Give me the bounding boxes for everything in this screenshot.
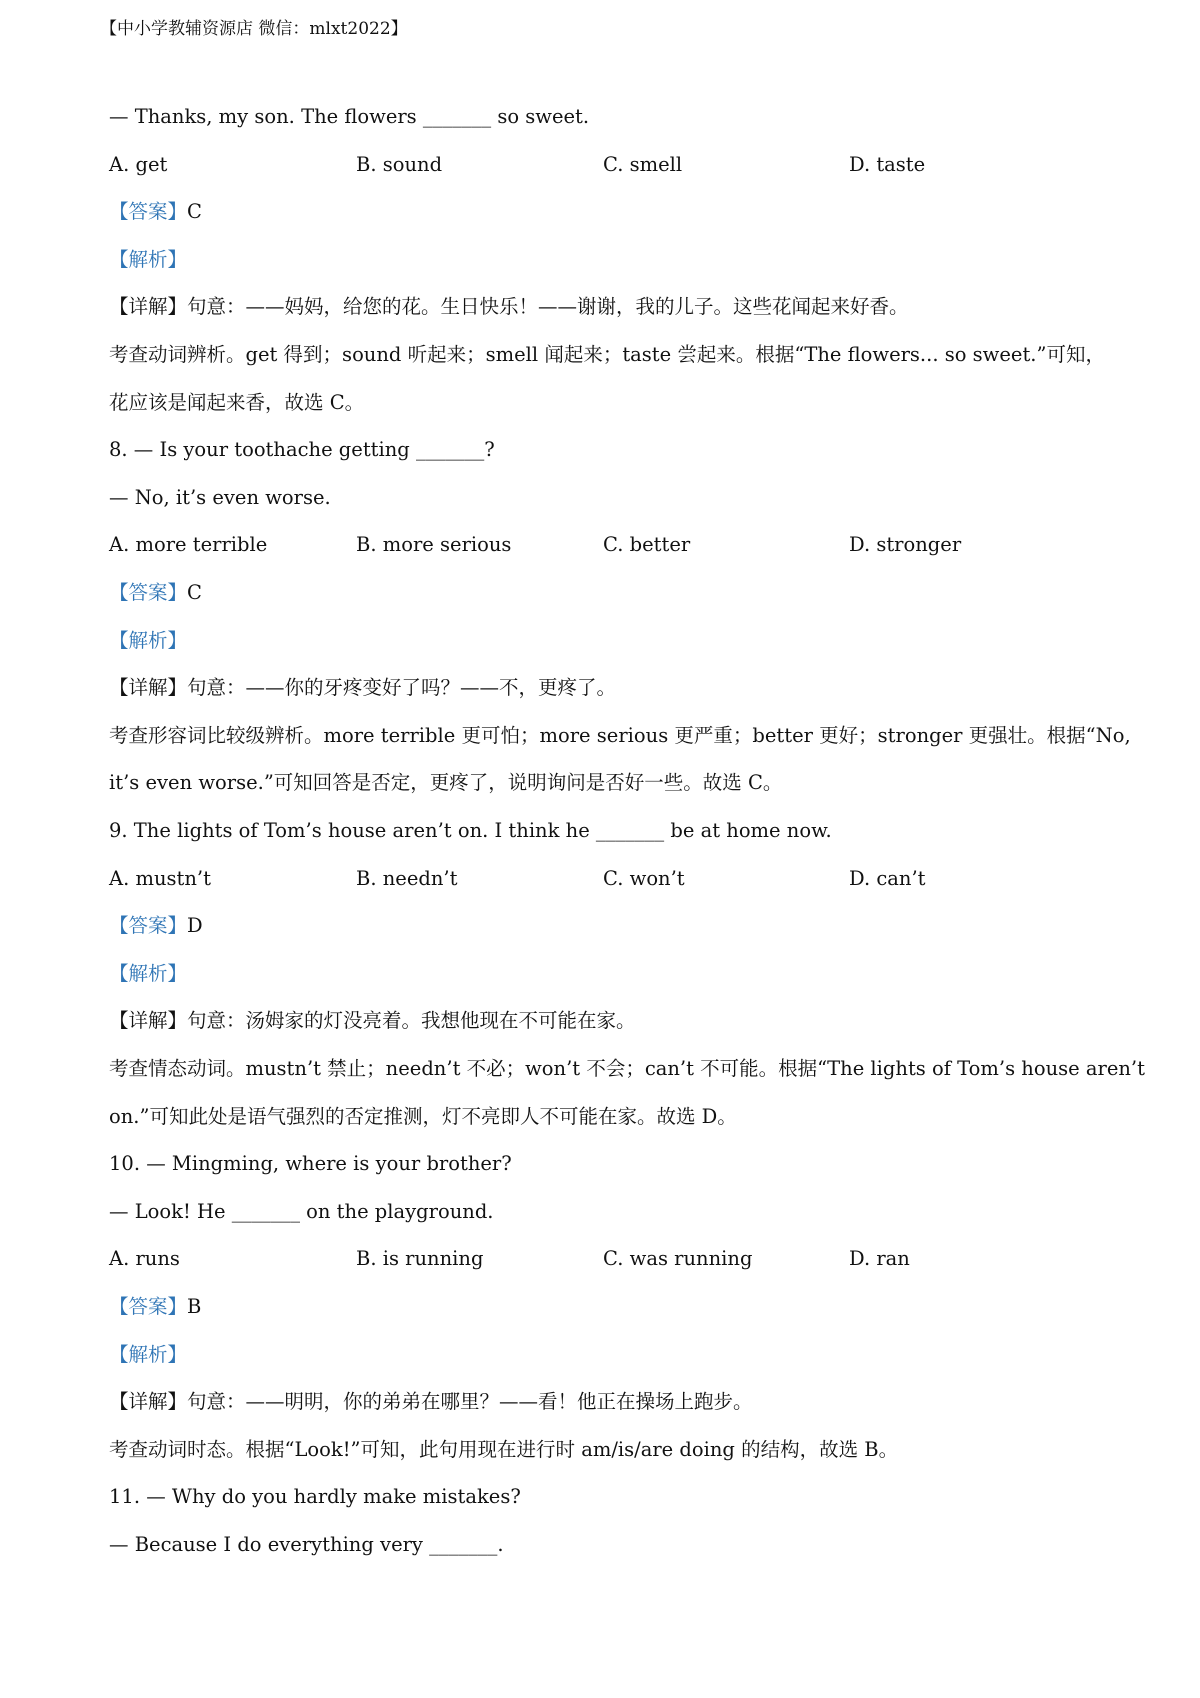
option-d: D. can’t bbox=[849, 866, 926, 890]
answer-line bbox=[109, 198, 202, 226]
text-line: 【详解】句意：——明明，你的弟弟在哪里？——看！他正在操场上跑步。 bbox=[109, 1390, 753, 1414]
text-line: 考查动词时态。根据“Look!”可知，此句用现在进行时 am/is/are doing 的结构，故选 B。 bbox=[109, 1437, 899, 1461]
analysis-tag bbox=[109, 960, 187, 988]
option-c: C. won’t bbox=[603, 866, 685, 890]
answer-value: B bbox=[187, 1295, 202, 1318]
option-a: A. runs bbox=[109, 1247, 180, 1271]
text-line: 【详解】句意：——妈妈，给您的花。生日快乐！——谢谢，我的儿子。这些花闻起来好香。 bbox=[109, 295, 909, 319]
text-line: 考查情态动词。mustn’t 禁止；needn’t 不必；won’t 不会；can’t 不可能。根据“The lights of Tom’s house aren’t bbox=[109, 1057, 1145, 1080]
analysis-label: 【解析】 bbox=[109, 628, 188, 652]
option-d: D. ran bbox=[849, 1247, 910, 1271]
text-line: 11. — Why do you hardly make mistakes? bbox=[109, 1485, 521, 1509]
option-a: A. mustn’t bbox=[109, 866, 211, 890]
answer-tag: 【答案】 bbox=[109, 581, 188, 604]
analysis-label: 【解析】 bbox=[109, 961, 188, 985]
text-line: on.”可知此处是语气强烈的否定推测，灯不亮即人不可能在家。故选 D。 bbox=[109, 1104, 737, 1128]
text-line: it’s even worse.”可知回答是否定，更疼了，说明询问是否好一些。故选 C。 bbox=[109, 771, 783, 795]
answer-tag: 【答案】 bbox=[109, 1295, 188, 1318]
text-line: 【详解】句意：汤姆家的灯没亮着。我想他现在不可能在家。 bbox=[109, 1009, 636, 1033]
analysis-tag bbox=[109, 627, 187, 655]
text-line: 10. — Mingming, where is your brother? bbox=[109, 1152, 512, 1176]
answer-options bbox=[109, 151, 1109, 179]
analysis-tag bbox=[109, 246, 187, 274]
option-b: B. sound bbox=[356, 152, 443, 176]
analysis-label: 【解析】 bbox=[109, 247, 188, 271]
option-d: D. taste bbox=[849, 152, 926, 176]
option-c: C. better bbox=[603, 533, 691, 557]
text-line: — No, it’s even worse. bbox=[109, 485, 331, 509]
answer-options bbox=[109, 1245, 1109, 1273]
text-line: 8. — Is your toothache getting _______? bbox=[109, 438, 495, 462]
option-b: B. needn’t bbox=[356, 866, 458, 890]
text-line: — Look! He _______ on the playground. bbox=[109, 1199, 494, 1223]
option-b: B. is running bbox=[356, 1247, 484, 1271]
answer-value: C bbox=[187, 200, 202, 224]
answer-options bbox=[109, 865, 1109, 893]
answer-tag: 【答案】 bbox=[109, 914, 188, 938]
option-c: C. smell bbox=[603, 152, 683, 176]
text-line: 【详解】句意：——你的牙疼变好了吗？——不，更疼了。 bbox=[109, 676, 617, 700]
option-c: C. was running bbox=[603, 1247, 753, 1271]
answer-options bbox=[109, 531, 1109, 559]
answer-line bbox=[109, 1293, 201, 1321]
answer-tag: 【答案】 bbox=[109, 200, 188, 224]
text-line: 考查动词辨析。get 得到；sound 听起来；smell 闻起来；taste 尝起来。根据“The flowers... so sweet.”可知， bbox=[109, 343, 1105, 366]
option-a: A. get bbox=[109, 152, 168, 176]
answer-value: C bbox=[187, 581, 202, 604]
option-a: A. more terrible bbox=[109, 533, 268, 557]
option-b: B. more serious bbox=[356, 533, 512, 557]
answer-line bbox=[109, 912, 203, 940]
option-d: D. stronger bbox=[849, 533, 962, 557]
answer-value: D bbox=[187, 914, 203, 938]
analysis-tag bbox=[109, 1341, 187, 1369]
text-line: 花应该是闻起来香，故选 C。 bbox=[109, 390, 365, 414]
text-line: — Because I do everything very _______. bbox=[109, 1533, 504, 1556]
text-line: — Thanks, my son. The flowers _______ so sweet. bbox=[109, 105, 590, 128]
document-header: 【中小学教辅资源店 微信：mlxt2022】 bbox=[100, 19, 408, 39]
answer-line bbox=[109, 579, 202, 607]
analysis-label: 【解析】 bbox=[109, 1342, 188, 1366]
text-line: 考查形容词比较级辨析。more terrible 更可怕；more serious 更严重；better 更好；stronger 更强壮。根据“No, bbox=[109, 723, 1131, 747]
text-line: 9. The lights of Tom’s house aren’t on. I think he _______ be at home now. bbox=[109, 819, 832, 842]
